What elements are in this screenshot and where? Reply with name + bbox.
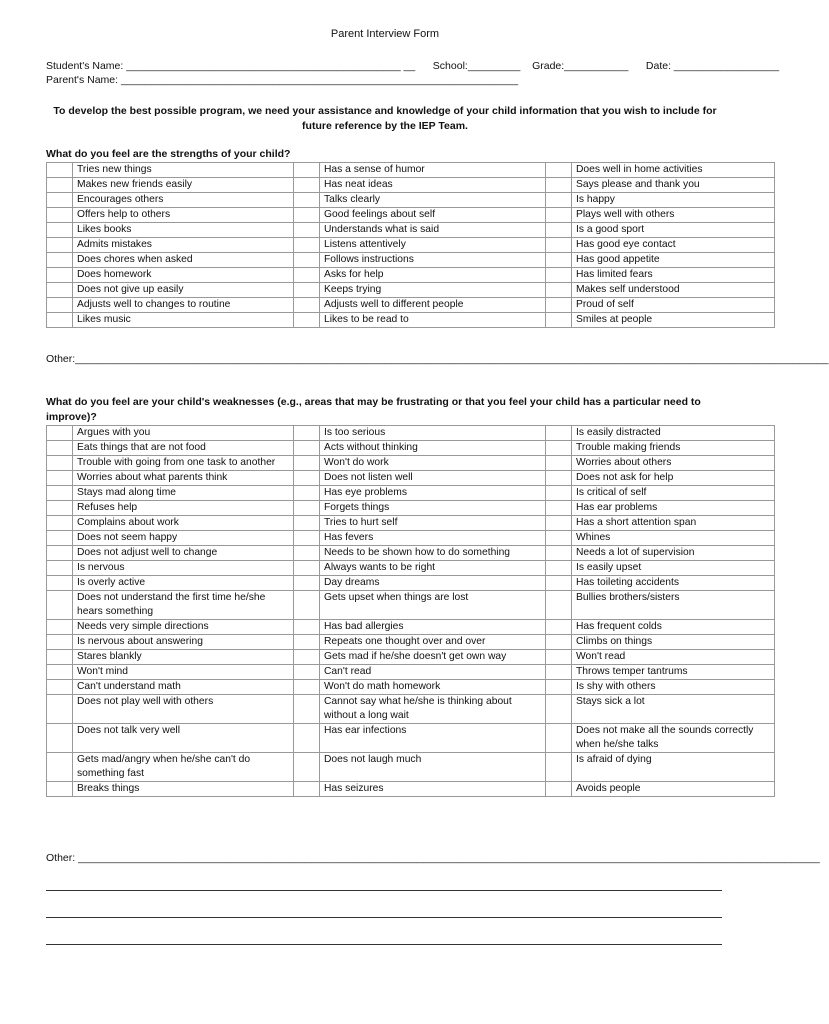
item-label: Has good appetite [572, 253, 775, 268]
checkbox-cell[interactable] [47, 193, 73, 208]
checkbox-cell[interactable] [47, 178, 73, 193]
table-row [47, 531, 775, 546]
checkbox-cell[interactable] [294, 680, 320, 695]
checkbox-cell[interactable] [294, 238, 320, 253]
item-label: Is shy with others [572, 680, 775, 695]
checkbox-cell[interactable] [546, 193, 572, 208]
strengths-table [46, 162, 775, 328]
checkbox-cell[interactable] [47, 782, 73, 797]
checkbox-cell[interactable] [546, 441, 572, 456]
checkbox-cell[interactable] [294, 782, 320, 797]
checkbox-cell[interactable] [47, 665, 73, 680]
item-label: Won't do math homework [320, 680, 546, 695]
table-row [47, 695, 775, 724]
checkbox-cell[interactable] [546, 283, 572, 298]
item-label: Stays sick a lot [572, 695, 775, 724]
checkbox-cell[interactable] [546, 178, 572, 193]
item-label: Acts without thinking [320, 441, 546, 456]
item-label: Has frequent colds [572, 620, 775, 635]
item-label: Adjusts well to changes to routine [73, 298, 294, 313]
weaknesses-other-field[interactable]: Other: _______________________________________________________________________________________________________________________________ [46, 852, 820, 864]
checkbox-cell[interactable] [546, 426, 572, 441]
item-label: Worries about others [572, 456, 775, 471]
checkbox-cell[interactable] [47, 680, 73, 695]
item-label: Gets mad/angry when he/she can't do something fast [73, 753, 294, 782]
checkbox-cell[interactable] [546, 546, 572, 561]
checkbox-cell[interactable] [294, 546, 320, 561]
checkbox-cell[interactable] [47, 516, 73, 531]
checkbox-cell[interactable] [294, 724, 320, 753]
checkbox-cell[interactable] [546, 724, 572, 753]
checkbox-cell[interactable] [47, 531, 73, 546]
table-row [47, 208, 775, 223]
checkbox-cell[interactable] [294, 193, 320, 208]
checkbox-cell[interactable] [546, 238, 572, 253]
item-label: Climbs on things [572, 635, 775, 650]
checkbox-cell[interactable] [47, 753, 73, 782]
item-label: Forgets things [320, 501, 546, 516]
table-row [47, 724, 775, 753]
item-label: Has good eye contact [572, 238, 775, 253]
item-label: Stares blankly [73, 650, 294, 665]
table-row [47, 441, 775, 456]
item-label: Is overly active [73, 576, 294, 591]
item-label: Bullies brothers/sisters [572, 591, 775, 620]
checkbox-cell[interactable] [47, 253, 73, 268]
table-row [47, 680, 775, 695]
item-label: Worries about what parents think [73, 471, 294, 486]
checkbox-cell[interactable] [47, 695, 73, 724]
item-label: Can't understand math [73, 680, 294, 695]
checkbox-cell[interactable] [546, 313, 572, 328]
item-label: Likes music [73, 313, 294, 328]
checkbox-cell[interactable] [47, 471, 73, 486]
header-line-1 [46, 60, 780, 72]
item-label: Follows instructions [320, 253, 546, 268]
checkbox-cell[interactable] [47, 283, 73, 298]
item-label: Argues with you [73, 426, 294, 441]
item-label: Always wants to be right [320, 561, 546, 576]
item-label: Keeps trying [320, 283, 546, 298]
item-label: Is too serious [320, 426, 546, 441]
checkbox-cell[interactable] [546, 268, 572, 283]
checkbox-cell[interactable] [546, 253, 572, 268]
item-label: Talks clearly [320, 193, 546, 208]
checkbox-cell[interactable] [294, 163, 320, 178]
item-label: Does not understand the first time he/she hears something [73, 591, 294, 620]
table-row [47, 223, 775, 238]
table-row [47, 178, 775, 193]
item-label: Is critical of self [572, 486, 775, 501]
table-row [47, 782, 775, 797]
table-row [47, 268, 775, 283]
item-label: Does well in home activities [572, 163, 775, 178]
grade-field[interactable]: Grade:___________ [532, 60, 629, 72]
item-label: Has ear problems [572, 501, 775, 516]
checkbox-cell[interactable] [294, 471, 320, 486]
checkbox-cell[interactable] [294, 561, 320, 576]
table-row [47, 193, 775, 208]
checkbox-cell[interactable] [47, 486, 73, 501]
item-label: Trouble making friends [572, 441, 775, 456]
item-label: Repeats one thought over and over [320, 635, 546, 650]
item-label: Has neat ideas [320, 178, 546, 193]
item-label: Does not listen well [320, 471, 546, 486]
item-label: Does not give up easily [73, 283, 294, 298]
weaknesses-table [46, 425, 775, 797]
checkbox-cell[interactable] [294, 441, 320, 456]
item-label: Does not talk very well [73, 724, 294, 753]
item-label: Does homework [73, 268, 294, 283]
checkbox-cell[interactable] [47, 546, 73, 561]
checkbox-cell[interactable] [47, 208, 73, 223]
checkbox-cell[interactable] [294, 576, 320, 591]
checkbox-cell[interactable] [294, 650, 320, 665]
item-label: Needs a lot of supervision [572, 546, 775, 561]
item-label: Makes new friends easily [73, 178, 294, 193]
checkbox-cell[interactable] [47, 561, 73, 576]
table-row [47, 238, 775, 253]
checkbox-cell[interactable] [546, 223, 572, 238]
checkbox-cell[interactable] [47, 441, 73, 456]
checkbox-cell[interactable] [546, 591, 572, 620]
checkbox-cell[interactable] [47, 163, 73, 178]
checkbox-cell[interactable] [294, 456, 320, 471]
checkbox-cell[interactable] [47, 650, 73, 665]
item-label: Has fevers [320, 531, 546, 546]
checkbox-cell[interactable] [546, 298, 572, 313]
item-label: Gets upset when things are lost [320, 591, 546, 620]
checkbox-cell[interactable] [546, 501, 572, 516]
notes-line-1[interactable] [46, 890, 722, 891]
item-label: Won't do work [320, 456, 546, 471]
strengths-question: What do you feel are the strengths of your child? [46, 148, 291, 160]
item-label: Admits mistakes [73, 238, 294, 253]
form-title: Parent Interview Form [330, 28, 440, 40]
checkbox-cell[interactable] [294, 620, 320, 635]
item-label: Has limited fears [572, 268, 775, 283]
item-label: Likes books [73, 223, 294, 238]
item-label: Is easily upset [572, 561, 775, 576]
notes-line-2[interactable] [46, 917, 722, 918]
item-label: Whines [572, 531, 775, 546]
checkbox-cell[interactable] [546, 531, 572, 546]
table-row [47, 620, 775, 635]
checkbox-cell[interactable] [294, 253, 320, 268]
table-row [47, 456, 775, 471]
table-row [47, 313, 775, 328]
item-label: Won't read [572, 650, 775, 665]
table-row [47, 516, 775, 531]
item-label: Has eye problems [320, 486, 546, 501]
item-label: Needs to be shown how to do something [320, 546, 546, 561]
item-label: Offers help to others [73, 208, 294, 223]
item-label: Asks for help [320, 268, 546, 283]
item-label: Has bad allergies [320, 620, 546, 635]
checkbox-cell[interactable] [546, 635, 572, 650]
item-label: Does not laugh much [320, 753, 546, 782]
item-label: Does not seem happy [73, 531, 294, 546]
checkbox-cell[interactable] [294, 223, 320, 238]
checkbox-cell[interactable] [546, 486, 572, 501]
checkbox-cell[interactable] [294, 635, 320, 650]
checkbox-cell[interactable] [47, 591, 73, 620]
item-label: Avoids people [572, 782, 775, 797]
table-row [47, 298, 775, 313]
item-label: Does chores when asked [73, 253, 294, 268]
checkbox-cell[interactable] [546, 471, 572, 486]
item-label: Throws temper tantrums [572, 665, 775, 680]
checkbox-cell[interactable] [546, 782, 572, 797]
item-label: Makes self understood [572, 283, 775, 298]
checkbox-cell[interactable] [47, 501, 73, 516]
checkbox-cell[interactable] [294, 283, 320, 298]
item-label: Does not ask for help [572, 471, 775, 486]
item-label: Has a short attention span [572, 516, 775, 531]
checkbox-cell[interactable] [47, 724, 73, 753]
checkbox-cell[interactable] [546, 753, 572, 782]
item-label: Good feelings about self [320, 208, 546, 223]
checkbox-cell[interactable] [294, 486, 320, 501]
date-field[interactable]: Date: __________________ [645, 60, 780, 72]
item-label: Listens attentively [320, 238, 546, 253]
checkbox-cell[interactable] [47, 576, 73, 591]
table-row [47, 635, 775, 650]
student-name-field[interactable]: Student's Name: _______________________________________________ __ [46, 60, 416, 72]
item-label: Says please and thank you [572, 178, 775, 193]
checkbox-cell[interactable] [294, 695, 320, 724]
checkbox-cell[interactable] [294, 426, 320, 441]
checkbox-cell[interactable] [294, 268, 320, 283]
checkbox-cell[interactable] [546, 620, 572, 635]
item-label: Has toileting accidents [572, 576, 775, 591]
checkbox-cell[interactable] [546, 680, 572, 695]
checkbox-cell[interactable] [546, 208, 572, 223]
item-label: Gets mad if he/she doesn't get own way [320, 650, 546, 665]
checkbox-cell[interactable] [546, 456, 572, 471]
item-label: Does not play well with others [73, 695, 294, 724]
checkbox-cell[interactable] [546, 163, 572, 178]
item-label: Day dreams [320, 576, 546, 591]
checkbox-cell[interactable] [546, 650, 572, 665]
table-row [47, 283, 775, 298]
checkbox-cell[interactable] [47, 238, 73, 253]
item-label: Tries to hurt self [320, 516, 546, 531]
checkbox-cell[interactable] [294, 591, 320, 620]
item-label: Encourages others [73, 193, 294, 208]
table-row [47, 665, 775, 680]
item-label: Complains about work [73, 516, 294, 531]
checkbox-cell[interactable] [47, 456, 73, 471]
intro-text: To develop the best possible program, we need your assistance and knowledge of your child information that you wish to include for future reference by the IEP Team. [53, 105, 717, 132]
checkbox-cell[interactable] [47, 620, 73, 635]
checkbox-cell[interactable] [546, 561, 572, 576]
item-label: Is a good sport [572, 223, 775, 238]
item-label: Adjusts well to different people [320, 298, 546, 313]
item-label: Has seizures [320, 782, 546, 797]
item-label: Is afraid of dying [572, 753, 775, 782]
checkbox-cell[interactable] [546, 576, 572, 591]
checkbox-cell[interactable] [47, 635, 73, 650]
item-label: Breaks things [73, 782, 294, 797]
table-row [47, 426, 775, 441]
item-label: Eats things that are not food [73, 441, 294, 456]
checkbox-cell[interactable] [294, 516, 320, 531]
checkbox-cell[interactable] [294, 501, 320, 516]
strengths-other-field[interactable]: Other:_________________________________________________________________________________________________________________________________ [46, 353, 829, 365]
table-row [47, 591, 775, 620]
checkbox-cell[interactable] [294, 665, 320, 680]
item-label: Tries new things [73, 163, 294, 178]
item-label: Has ear infections [320, 724, 546, 753]
checkbox-cell[interactable] [294, 753, 320, 782]
table-row [47, 753, 775, 782]
table-row [47, 253, 775, 268]
item-label: Understands what is said [320, 223, 546, 238]
table-row [47, 486, 775, 501]
checkbox-cell[interactable] [47, 298, 73, 313]
item-label: Is nervous about answering [73, 635, 294, 650]
header-line-2 [46, 74, 746, 86]
table-row [47, 501, 775, 516]
checkbox-cell[interactable] [294, 298, 320, 313]
item-label: Does not adjust well to change [73, 546, 294, 561]
item-label: Likes to be read to [320, 313, 546, 328]
checkbox-cell[interactable] [47, 313, 73, 328]
item-label: Has a sense of humor [320, 163, 546, 178]
item-label: Is easily distracted [572, 426, 775, 441]
checkbox-cell[interactable] [47, 223, 73, 238]
item-label: Proud of self [572, 298, 775, 313]
item-label: Does not make all the sounds correctly when he/she talks [572, 724, 775, 753]
item-label: Won't mind [73, 665, 294, 680]
checkbox-cell[interactable] [546, 665, 572, 680]
checkbox-cell[interactable] [546, 695, 572, 724]
table-row [47, 650, 775, 665]
item-label: Plays well with others [572, 208, 775, 223]
item-label: Can't read [320, 665, 546, 680]
item-label: Trouble with going from one task to another [73, 456, 294, 471]
checkbox-cell[interactable] [294, 178, 320, 193]
item-label: Needs very simple directions [73, 620, 294, 635]
checkbox-cell[interactable] [294, 313, 320, 328]
parent-name-field[interactable]: Parent's Name: ____________________________________________________________________ [46, 74, 519, 86]
checkbox-cell[interactable] [47, 268, 73, 283]
table-row [47, 546, 775, 561]
item-label: Is nervous [73, 561, 294, 576]
item-label: Cannot say what he/she is thinking about without a long wait [320, 695, 546, 724]
school-field[interactable]: School:_________ [432, 60, 521, 72]
table-row [47, 163, 775, 178]
item-label: Refuses help [73, 501, 294, 516]
checkbox-cell[interactable] [294, 208, 320, 223]
checkbox-cell[interactable] [294, 531, 320, 546]
weaknesses-question: What do you feel are your child's weaknesses (e.g., areas that may be frustrating or that you feel your child has a particular need to improve)? [46, 396, 701, 423]
checkbox-cell[interactable] [546, 516, 572, 531]
item-label: Stays mad along time [73, 486, 294, 501]
item-label: Smiles at people [572, 313, 775, 328]
table-row [47, 471, 775, 486]
checkbox-cell[interactable] [47, 426, 73, 441]
item-label: Is happy [572, 193, 775, 208]
notes-line-3[interactable] [46, 944, 722, 945]
table-row [47, 576, 775, 591]
table-row [47, 561, 775, 576]
